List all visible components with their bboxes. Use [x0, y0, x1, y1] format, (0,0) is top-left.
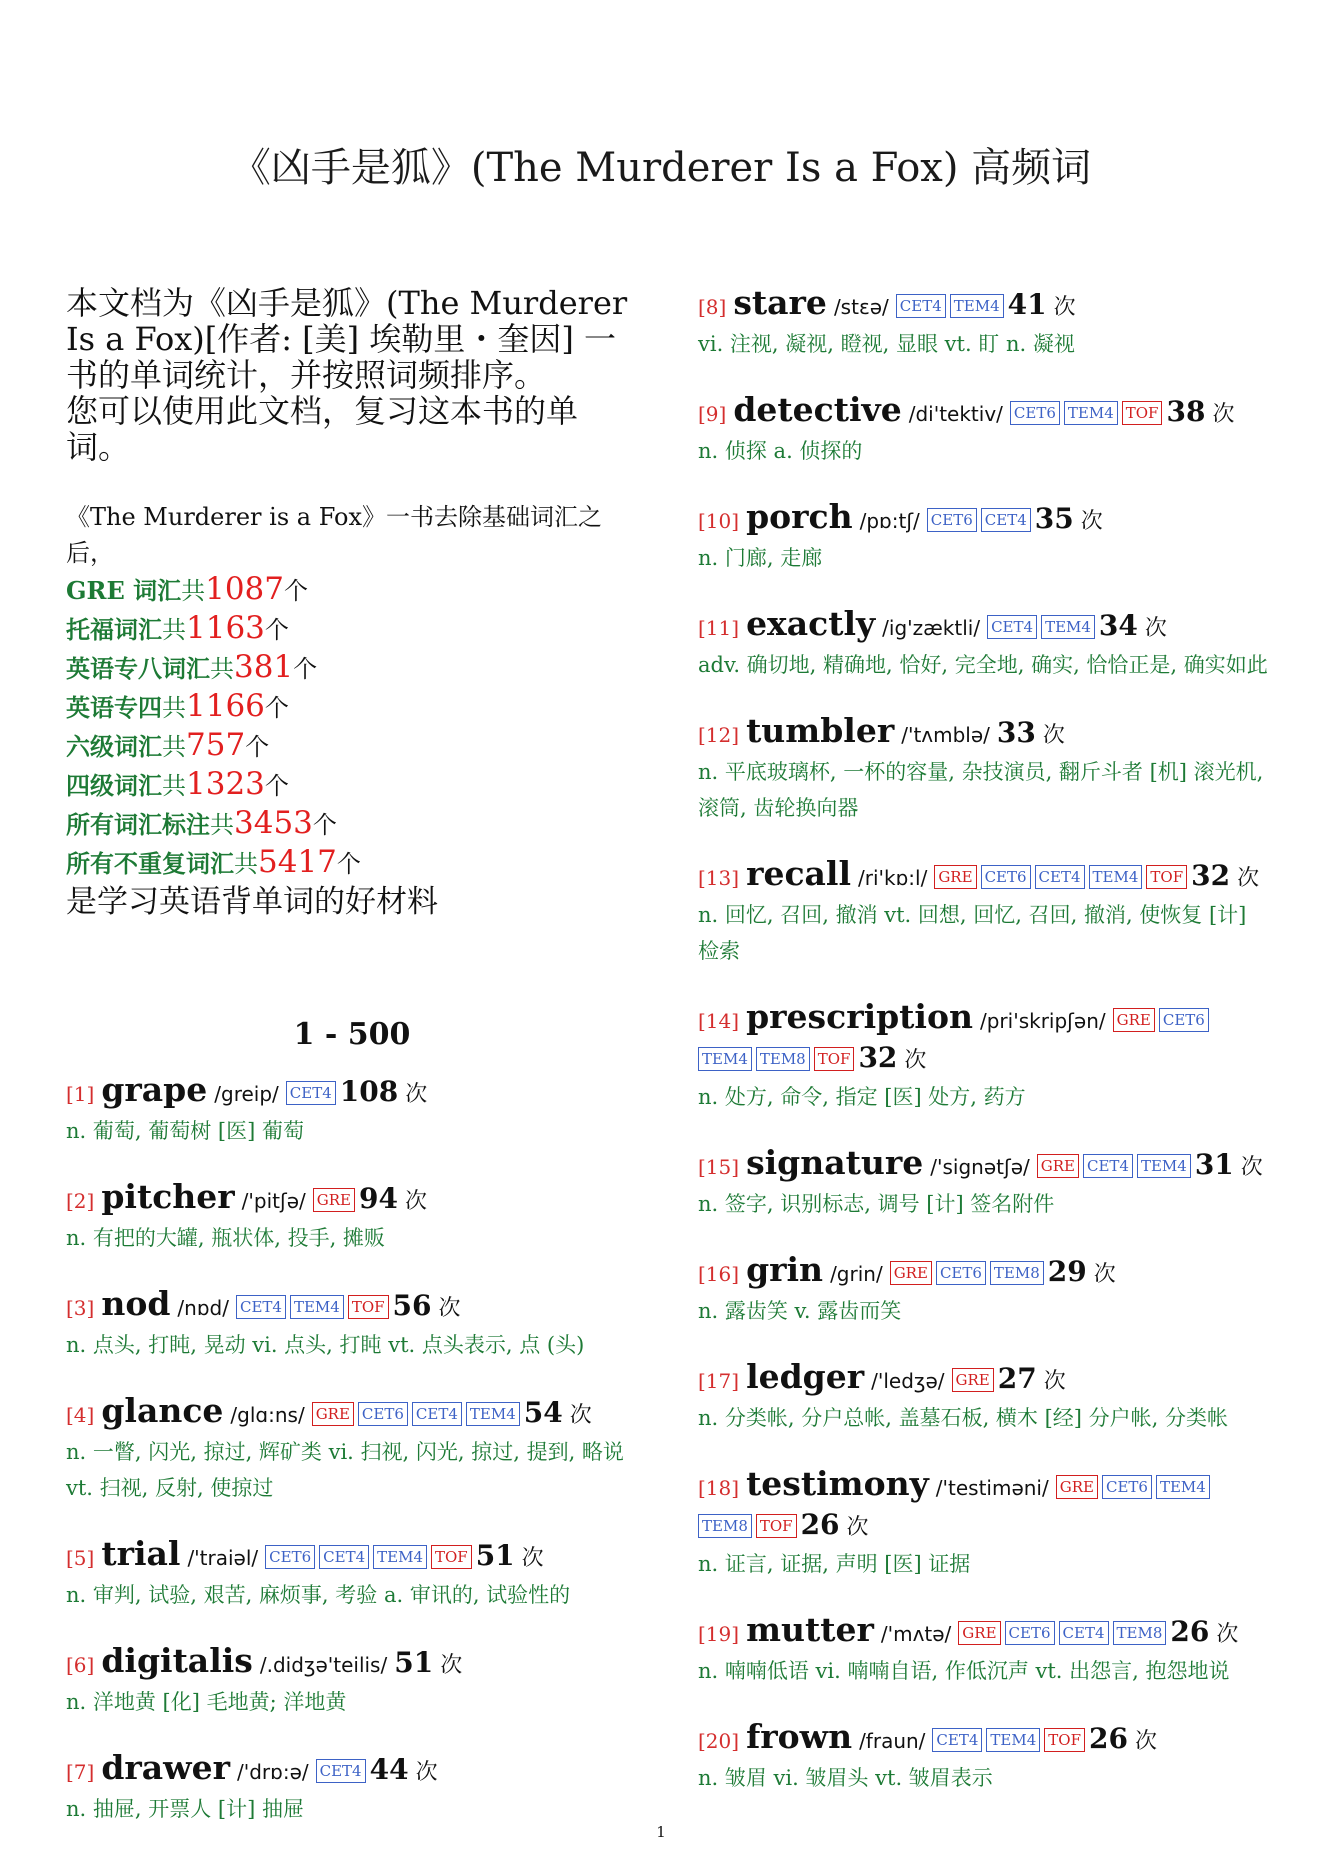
- intro-paragraph: [66, 285, 638, 465]
- times-label: 次: [1043, 1369, 1066, 1394]
- exam-tag-cet6: CET6: [1102, 1475, 1152, 1499]
- stats-intro: 《The Murderer is a Fox》一书去除基础词汇之后，: [66, 503, 603, 567]
- entry-definition: n. 门廊, 走廊: [698, 546, 823, 570]
- entry-headline: [698, 606, 1270, 647]
- entry-headline: [66, 1393, 638, 1434]
- exam-tag-cet4: CET4: [286, 1081, 336, 1105]
- word-entry: [698, 499, 1270, 576]
- times-label: 次: [1240, 1155, 1263, 1180]
- exam-tag-gre: GRE: [312, 1402, 354, 1426]
- exam-tag-cet4: CET4: [316, 1759, 366, 1783]
- stat-gong: 共: [181, 577, 206, 605]
- word-entry: [66, 1393, 638, 1506]
- stat-value: 1323: [186, 766, 265, 802]
- entry-count: 31: [1194, 1148, 1234, 1181]
- entry-headline: [66, 1536, 638, 1577]
- exam-tag-cet4: CET4: [1035, 865, 1085, 889]
- stat-unit: 个: [336, 850, 361, 878]
- exam-tag-tof: TOF: [756, 1514, 797, 1538]
- exam-tag-tof: TOF: [1044, 1728, 1085, 1752]
- exam-tag-tof: TOF: [431, 1545, 472, 1569]
- entry-phonetic: /'signətʃə/: [930, 1155, 1030, 1179]
- entry-index: [14]: [698, 1009, 740, 1033]
- entry-definition: n. 平底玻璃杯, 一杯的容量, 杂技演员, 翻斤斗者 [机] 滚光机, 滚筒, 齿轮换向器: [698, 760, 1264, 820]
- word-entry: [698, 1145, 1270, 1222]
- entry-index: [19]: [698, 1622, 740, 1646]
- entry-word: frown: [746, 1717, 853, 1756]
- exam-tag-cet6: CET6: [1159, 1008, 1209, 1032]
- times-label: 次: [569, 1403, 592, 1428]
- times-label: 次: [1212, 402, 1235, 427]
- entry-definition: n. 洋地黄 [化] 毛地黄; 洋地黄: [66, 1690, 347, 1714]
- stat-gong: 共: [162, 733, 186, 761]
- entry-phonetic: /ri'kɒ:l/: [858, 866, 928, 890]
- exam-tag-tem4: TEM4: [1089, 865, 1143, 889]
- exam-tag-tem8: TEM8: [698, 1514, 752, 1538]
- entry-count: 94: [359, 1182, 398, 1215]
- stat-label: 英语专八词汇: [66, 654, 210, 683]
- entry-definition: n. 分类帐, 分户总帐, 盖墓石板, 横木 [经] 分户帐, 分类帐: [698, 1406, 1229, 1430]
- exam-tag-cet4: CET4: [981, 508, 1031, 532]
- entry-count: 51: [475, 1539, 515, 1572]
- stat-gong: 共: [210, 655, 234, 683]
- stat-label: 托福词汇: [66, 615, 162, 644]
- entry-word: prescription: [746, 997, 973, 1036]
- entry-phonetic: /'ledʒə/: [871, 1369, 945, 1393]
- entry-word: grape: [101, 1070, 208, 1109]
- stat-gong: 共: [162, 616, 186, 644]
- entry-count: 34: [1098, 609, 1138, 642]
- exam-tag-gre: GRE: [934, 865, 976, 889]
- stat-value: 757: [186, 727, 246, 763]
- entry-count: 51: [394, 1646, 434, 1679]
- word-entry: [698, 1612, 1270, 1689]
- closing-text: 是学习英语背单词的好材料: [66, 884, 438, 920]
- entry-phonetic: /'mʌtə/: [880, 1622, 952, 1646]
- entry-headline: [698, 1466, 1270, 1546]
- stat-label: GRE 词汇: [66, 576, 182, 605]
- stat-value: 1087: [205, 571, 284, 607]
- word-entry: [698, 1719, 1270, 1796]
- entry-word: glance: [101, 1391, 224, 1430]
- entry-definition: adv. 确切地, 精确地, 恰好, 完全地, 确实, 恰恰正是, 确实如此: [698, 653, 1268, 677]
- entry-phonetic: /stɛə/: [833, 295, 889, 319]
- exam-tag-tem8: TEM8: [1113, 1621, 1167, 1645]
- times-label: 次: [1216, 1622, 1239, 1647]
- times-label: 次: [1093, 1262, 1116, 1287]
- exam-tag-cet4: CET4: [319, 1545, 369, 1569]
- stat-item: [66, 766, 638, 805]
- entry-index: [7]: [66, 1760, 95, 1784]
- stat-item: [66, 727, 638, 766]
- exam-tag-cet6: CET6: [927, 508, 977, 532]
- stat-gong: 共: [162, 694, 186, 722]
- word-entry: [698, 392, 1270, 469]
- exam-tag-cet6: CET6: [981, 865, 1031, 889]
- entry-headline: [66, 1643, 638, 1684]
- word-entry: [66, 1286, 638, 1363]
- exam-tag-gre: GRE: [890, 1261, 932, 1285]
- word-entry: [66, 1536, 638, 1613]
- stat-unit: 个: [245, 733, 270, 761]
- entry-phonetic: /di'tektiv/: [908, 402, 1003, 426]
- entry-definition: n. 侦探 a. 侦探的: [698, 439, 863, 463]
- entry-definition: n. 审判, 试验, 艰苦, 麻烦事, 考验 a. 审讯的, 试验性的: [66, 1583, 571, 1607]
- entry-count: 54: [523, 1396, 563, 1429]
- exam-tag-gre: GRE: [958, 1621, 1000, 1645]
- entry-index: [1]: [66, 1082, 95, 1106]
- entry-index: [9]: [698, 402, 727, 426]
- times-label: 次: [846, 1515, 869, 1540]
- stat-value: 381: [234, 649, 294, 685]
- stat-label: 所有词汇标注: [66, 810, 210, 839]
- entry-word: signature: [746, 1143, 924, 1182]
- entry-word: stare: [733, 283, 827, 322]
- word-entry: [66, 1643, 638, 1720]
- entry-phonetic: /grin/: [830, 1262, 883, 1286]
- exam-tag-tof: TOF: [1122, 401, 1163, 425]
- entry-index: [16]: [698, 1262, 740, 1286]
- exam-tag-cet4: CET4: [1059, 1621, 1109, 1645]
- stats-list: [66, 571, 638, 883]
- exam-tag-tem4: TEM4: [373, 1545, 427, 1569]
- entry-headline: [66, 1286, 638, 1327]
- entries-right: [698, 285, 1270, 1796]
- stat-label: 六级词汇: [66, 732, 162, 761]
- times-label: 次: [405, 1082, 428, 1107]
- entry-index: [6]: [66, 1653, 95, 1677]
- entry-headline: [66, 1179, 638, 1220]
- exam-tag-tem4: TEM4: [1041, 615, 1095, 639]
- entry-count: 38: [1166, 395, 1206, 428]
- entry-count: 56: [392, 1289, 432, 1322]
- exam-tag-tem4: TEM4: [698, 1047, 752, 1071]
- stat-label: 四级词汇: [66, 771, 162, 800]
- times-label: 次: [1080, 509, 1103, 534]
- exam-tag-tof: TOF: [814, 1047, 855, 1071]
- entries-left: [66, 1072, 638, 1827]
- exam-tag-tem4: TEM4: [950, 294, 1004, 318]
- entry-count: 33: [996, 716, 1036, 749]
- times-label: 次: [1144, 616, 1167, 641]
- entry-phonetic: /nɒd/: [177, 1296, 229, 1320]
- exam-tag-cet6: CET6: [1010, 401, 1060, 425]
- intro-text-1: 本文档为《凶手是狐》(The Murderer Is a Fox)[作者: [美] 埃勒里・奎因] 一书的单词统计，并按照词频排序。: [66, 284, 628, 394]
- entry-phonetic: /greip/: [214, 1082, 279, 1106]
- exam-tag-cet4: CET4: [987, 615, 1037, 639]
- stat-gong: 共: [234, 850, 258, 878]
- exam-tag-tem4: TEM4: [1137, 1154, 1191, 1178]
- entry-definition: n. 回忆, 召回, 撤消 vt. 回想, 回忆, 召回, 撤消, 使恢复 [计] 检索: [698, 903, 1247, 963]
- stat-value: 3453: [234, 805, 313, 841]
- entry-headline: [698, 499, 1270, 540]
- times-label: 次: [404, 1189, 427, 1214]
- entry-index: [8]: [698, 295, 727, 319]
- intro-text-2: 您可以使用此文档，复习这本书的单词。: [66, 392, 579, 466]
- stat-unit: 个: [264, 694, 289, 722]
- entry-word: digitalis: [101, 1641, 253, 1680]
- entry-definition: n. 签字, 识别标志, 调号 [计] 签名附件: [698, 1192, 1055, 1216]
- exam-tag-cet4: CET4: [412, 1402, 462, 1426]
- entry-headline: [698, 856, 1270, 897]
- stat-unit: 个: [284, 577, 308, 605]
- entry-index: [10]: [698, 509, 740, 533]
- entry-headline: [66, 1072, 638, 1113]
- entry-count: 26: [1088, 1722, 1128, 1755]
- left-column: [66, 285, 638, 1857]
- entry-count: 32: [858, 1041, 898, 1074]
- entry-definition: n. 葡萄, 葡萄树 [医] 葡萄: [66, 1119, 304, 1143]
- entry-headline: [698, 1612, 1270, 1653]
- exam-tag-tof: TOF: [1146, 865, 1187, 889]
- exam-tag-tem4: TEM4: [1156, 1475, 1210, 1499]
- entry-phonetic: /'pitʃə/: [241, 1189, 306, 1213]
- entry-count: 27: [997, 1362, 1037, 1395]
- entry-word: grin: [746, 1250, 824, 1289]
- times-label: 次: [1237, 866, 1260, 891]
- entry-index: [11]: [698, 616, 740, 640]
- entry-count: 44: [369, 1753, 409, 1786]
- exam-tag-tem4: TEM4: [1064, 401, 1118, 425]
- entry-definition: n. 露齿笑 v. 露齿而笑: [698, 1299, 902, 1323]
- entry-count: 108: [339, 1075, 399, 1108]
- entry-phonetic: /ig'zæktli/: [882, 616, 981, 640]
- times-label: 次: [521, 1546, 544, 1571]
- entry-definition: n. 有把的大罐, 瓶状体, 投手, 摊贩: [66, 1226, 385, 1250]
- entry-phonetic: /pri'skripʃən/: [979, 1009, 1106, 1033]
- entry-index: [3]: [66, 1296, 95, 1320]
- entry-phonetic: /'testiməni/: [935, 1476, 1049, 1500]
- stat-unit: 个: [264, 616, 289, 644]
- word-entry: [698, 713, 1270, 826]
- entry-definition: n. 证言, 证据, 声明 [医] 证据: [698, 1552, 971, 1576]
- entry-count: 26: [1170, 1615, 1210, 1648]
- entry-word: pitcher: [101, 1177, 235, 1216]
- exam-tag-cet6: CET6: [936, 1261, 986, 1285]
- word-entry: [698, 1466, 1270, 1582]
- entry-definition: n. 抽屉, 开票人 [计] 抽屉: [66, 1797, 304, 1821]
- exam-tag-cet6: CET6: [358, 1402, 408, 1426]
- times-label: 次: [1042, 723, 1065, 748]
- entry-word: mutter: [746, 1610, 874, 1649]
- entry-headline: [698, 1252, 1270, 1293]
- exam-tag-cet4: CET4: [896, 294, 946, 318]
- entry-index: [12]: [698, 723, 740, 747]
- entry-phonetic: /'tʌmblə/: [901, 723, 990, 747]
- entry-count: 41: [1007, 288, 1047, 321]
- entry-headline: [698, 1145, 1270, 1186]
- entry-count: 29: [1047, 1255, 1087, 1288]
- entry-index: [4]: [66, 1403, 95, 1427]
- stat-unit: 个: [264, 772, 289, 800]
- entry-word: testimony: [746, 1464, 929, 1503]
- stat-item: [66, 688, 638, 727]
- entry-phonetic: /pɒ:tʃ/: [859, 509, 920, 533]
- word-entry: [66, 1072, 638, 1149]
- stat-unit: 个: [312, 811, 337, 839]
- exam-tag-tem8: TEM8: [990, 1261, 1044, 1285]
- stat-item: [66, 649, 638, 688]
- entry-phonetic: /'traiəl/: [187, 1546, 259, 1570]
- word-entry: [66, 1750, 638, 1827]
- entry-headline: [698, 285, 1270, 326]
- entry-word: porch: [746, 497, 853, 536]
- stat-item: [66, 610, 638, 649]
- entry-definition: n. 处方, 命令, 指定 [医] 处方, 药方: [698, 1085, 1026, 1109]
- stat-value: 1163: [186, 610, 265, 646]
- entry-headline: [698, 1719, 1270, 1760]
- entry-index: [5]: [66, 1546, 95, 1570]
- exam-tag-cet6: CET6: [265, 1545, 315, 1569]
- word-entry: [698, 999, 1270, 1115]
- exam-tag-cet4: CET4: [236, 1295, 286, 1319]
- entry-definition: vi. 注视, 凝视, 瞪视, 显眼 vt. 盯 n. 凝视: [698, 332, 1075, 356]
- stat-item: [66, 571, 638, 610]
- page-title: 《凶手是狐》(The Murderer Is a Fox) 高频词: [230, 145, 1092, 191]
- entry-definition: n. 一瞥, 闪光, 掠过, 辉矿类 vi. 扫视, 闪光, 掠过, 提到, 略说 vt. 扫视, 反射, 使掠过: [66, 1440, 624, 1500]
- times-label: 次: [438, 1296, 461, 1321]
- entry-word: trial: [101, 1534, 181, 1573]
- entry-index: [20]: [698, 1729, 740, 1753]
- exam-tag-tem4: TEM4: [986, 1728, 1040, 1752]
- entry-headline: [698, 713, 1270, 754]
- entry-word: detective: [733, 390, 902, 429]
- exam-tag-gre: GRE: [1037, 1154, 1079, 1178]
- stat-gong: 共: [210, 811, 234, 839]
- entry-word: drawer: [101, 1748, 230, 1787]
- entry-phonetic: /'drɒ:ə/: [236, 1760, 309, 1784]
- exam-tag-cet4: CET4: [932, 1728, 982, 1752]
- times-label: 次: [415, 1760, 438, 1785]
- exam-tag-cet4: CET4: [1083, 1154, 1133, 1178]
- word-entry: [698, 1252, 1270, 1329]
- entry-phonetic: /fraun/: [859, 1729, 926, 1753]
- entry-headline: [698, 1359, 1270, 1400]
- exam-tag-tem4: TEM4: [290, 1295, 344, 1319]
- stat-unit: 个: [293, 655, 318, 683]
- exam-tag-gre: GRE: [952, 1368, 994, 1392]
- exam-tag-gre: GRE: [1056, 1475, 1098, 1499]
- entry-count: 35: [1034, 502, 1074, 535]
- exam-tag-tem8: TEM8: [756, 1047, 810, 1071]
- word-entry: [698, 1359, 1270, 1436]
- entry-headline: [66, 1750, 638, 1791]
- exam-tag-cet6: CET6: [1005, 1621, 1055, 1645]
- word-entry: [66, 1179, 638, 1256]
- exam-tag-gre: GRE: [313, 1188, 355, 1212]
- entry-headline: [698, 392, 1270, 433]
- times-label: 次: [440, 1653, 463, 1678]
- entry-definition: n. 喃喃低语 vi. 喃喃自语, 作低沉声 vt. 出怨言, 抱怨地说: [698, 1659, 1230, 1683]
- entry-definition: n. 皱眉 vi. 皱眉头 vt. 皱眉表示: [698, 1766, 993, 1790]
- entry-count: 26: [800, 1508, 840, 1541]
- stat-label: 所有不重复词汇: [66, 849, 234, 878]
- entry-phonetic: /glɑ:ns/: [230, 1403, 305, 1427]
- entry-index: [17]: [698, 1369, 740, 1393]
- entry-word: exactly: [746, 604, 876, 643]
- word-entry: [698, 606, 1270, 683]
- stat-item: [66, 844, 638, 883]
- entry-count: 32: [1191, 859, 1231, 892]
- section-heading: 1 - 500: [293, 1017, 411, 1052]
- stat-value: 1166: [186, 688, 265, 724]
- entry-word: tumbler: [746, 711, 895, 750]
- right-column: [698, 285, 1270, 1826]
- times-label: 次: [904, 1048, 927, 1073]
- times-label: 次: [1134, 1729, 1157, 1754]
- exam-tag-gre: GRE: [1113, 1008, 1155, 1032]
- entry-index: [13]: [698, 866, 740, 890]
- entry-index: [15]: [698, 1155, 740, 1179]
- stat-item: [66, 805, 638, 844]
- times-label: 次: [1053, 295, 1076, 320]
- entry-word: ledger: [746, 1357, 865, 1396]
- entry-index: [2]: [66, 1189, 95, 1213]
- entry-headline: [698, 999, 1270, 1079]
- entry-word: nod: [101, 1284, 171, 1323]
- exam-tag-tem4: TEM4: [466, 1402, 520, 1426]
- entry-word: recall: [746, 854, 851, 893]
- exam-tag-tof: TOF: [348, 1295, 389, 1319]
- word-entry: [698, 285, 1270, 362]
- word-entry: [698, 856, 1270, 969]
- stat-value: 5417: [258, 844, 337, 880]
- entry-definition: n. 点头, 打盹, 晃动 vi. 点头, 打盹 vt. 点头表示, 点 (头): [66, 1333, 585, 1357]
- entry-phonetic: /.didʒə'teilis/: [259, 1653, 388, 1677]
- stat-label: 英语专四: [66, 693, 162, 722]
- entry-index: [18]: [698, 1476, 740, 1500]
- stat-gong: 共: [162, 772, 186, 800]
- page-number: 1: [656, 1823, 666, 1841]
